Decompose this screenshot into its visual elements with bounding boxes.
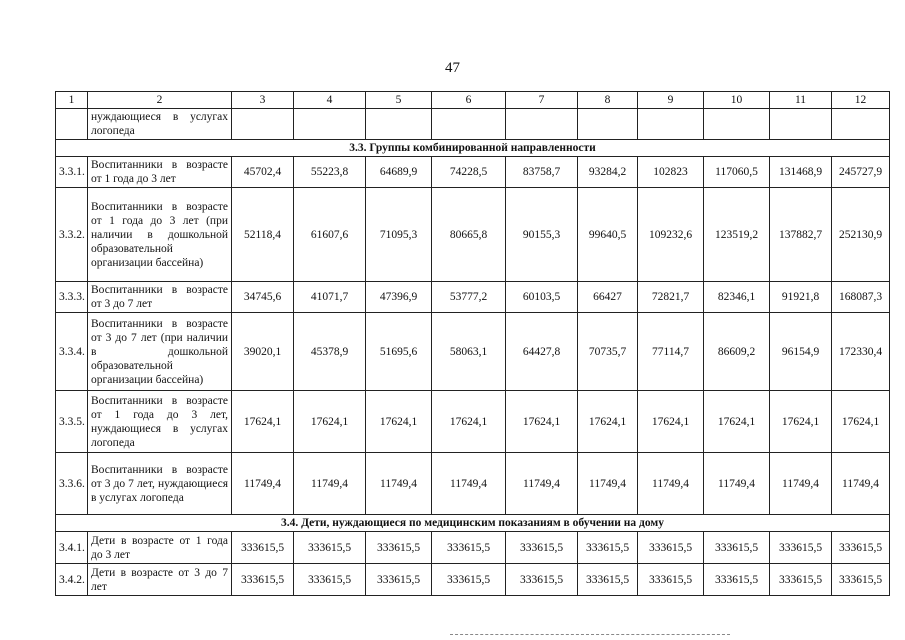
row-value: 11749,4 xyxy=(506,453,578,515)
row-value: 109232,6 xyxy=(638,188,704,282)
column-header-row xyxy=(56,92,890,109)
row-value: 117060,5 xyxy=(704,157,770,188)
row-value: 72821,7 xyxy=(638,282,704,313)
row-value: 333615,5 xyxy=(704,564,770,596)
page-number: 47 xyxy=(445,60,460,76)
row-value: 172330,4 xyxy=(832,313,890,391)
row-value: 333615,5 xyxy=(578,564,638,596)
column-header: 1 xyxy=(56,92,88,109)
section-header-row xyxy=(56,140,890,157)
row-value: 17624,1 xyxy=(294,391,366,453)
table-row xyxy=(56,109,890,140)
column-header: 4 xyxy=(294,92,366,109)
row-value: 96154,9 xyxy=(770,313,832,391)
row-value: 245727,9 xyxy=(832,157,890,188)
row-value: 64427,8 xyxy=(506,313,578,391)
row-value: 83758,7 xyxy=(506,157,578,188)
column-header: 6 xyxy=(432,92,506,109)
row-value: 252130,9 xyxy=(832,188,890,282)
row-value: 333615,5 xyxy=(832,564,890,596)
row-value: 11749,4 xyxy=(770,453,832,515)
row-code: 3.4.2. xyxy=(56,564,88,596)
row-value: 17624,1 xyxy=(366,391,432,453)
column-header: 2 xyxy=(88,92,232,109)
row-value xyxy=(366,109,432,140)
column-header: 11 xyxy=(770,92,832,109)
table-row xyxy=(56,564,890,596)
row-value: 11749,4 xyxy=(294,453,366,515)
row-value: 11749,4 xyxy=(704,453,770,515)
row-value: 61607,6 xyxy=(294,188,366,282)
row-value xyxy=(232,109,294,140)
row-value: 64689,9 xyxy=(366,157,432,188)
row-value: 53777,2 xyxy=(432,282,506,313)
row-value: 17624,1 xyxy=(506,391,578,453)
row-code xyxy=(56,109,88,140)
row-value: 52118,4 xyxy=(232,188,294,282)
row-value: 102823 xyxy=(638,157,704,188)
row-value: 17624,1 xyxy=(432,391,506,453)
table-row xyxy=(56,313,890,391)
row-name: Дети в возрасте от 3 до 7 лет xyxy=(88,564,232,596)
row-value: 11749,4 xyxy=(366,453,432,515)
row-name: Воспитанники в возрасте от 1 года до 3 лет (при наличии в дошкольной образовательной организации бассейна) xyxy=(88,188,232,282)
row-value: 131468,9 xyxy=(770,157,832,188)
section-title: 3.4. Дети, нуждающиеся по медицинским показаниям в обучении на дому xyxy=(56,515,890,532)
table-row xyxy=(56,282,890,313)
row-value: 17624,1 xyxy=(770,391,832,453)
scan-artifact-line xyxy=(450,634,730,635)
row-value: 58063,1 xyxy=(432,313,506,391)
column-header: 12 xyxy=(832,92,890,109)
row-value: 333615,5 xyxy=(432,564,506,596)
row-value: 51695,6 xyxy=(366,313,432,391)
row-name: нуждающиеся в услугах логопеда xyxy=(88,109,232,140)
row-value: 333615,5 xyxy=(232,532,294,564)
row-value xyxy=(638,109,704,140)
row-value: 77114,7 xyxy=(638,313,704,391)
row-value: 86609,2 xyxy=(704,313,770,391)
row-value: 168087,3 xyxy=(832,282,890,313)
section-header-row xyxy=(56,515,890,532)
column-header: 7 xyxy=(506,92,578,109)
row-code: 3.3.1. xyxy=(56,157,88,188)
row-value: 47396,9 xyxy=(366,282,432,313)
row-value: 41071,7 xyxy=(294,282,366,313)
row-value: 333615,5 xyxy=(704,532,770,564)
table-row xyxy=(56,188,890,282)
row-value: 93284,2 xyxy=(578,157,638,188)
row-value: 45702,4 xyxy=(232,157,294,188)
row-value: 11749,4 xyxy=(832,453,890,515)
row-value xyxy=(294,109,366,140)
row-value: 99640,5 xyxy=(578,188,638,282)
row-value: 333615,5 xyxy=(232,564,294,596)
table-body xyxy=(56,92,890,596)
column-header: 9 xyxy=(638,92,704,109)
row-code: 3.3.2. xyxy=(56,188,88,282)
row-value xyxy=(506,109,578,140)
row-value: 55223,8 xyxy=(294,157,366,188)
table-row xyxy=(56,532,890,564)
row-value: 71095,3 xyxy=(366,188,432,282)
row-name: Воспитанники в возрасте от 3 до 7 лет (при наличии в дошкольной образовательной организации бассейна) xyxy=(88,313,232,391)
row-value: 17624,1 xyxy=(704,391,770,453)
row-value: 60103,5 xyxy=(506,282,578,313)
row-code: 3.3.5. xyxy=(56,391,88,453)
row-value: 333615,5 xyxy=(638,532,704,564)
column-header: 5 xyxy=(366,92,432,109)
row-value xyxy=(432,109,506,140)
row-name: Воспитанники в возрасте от 1 года до 3 лет, нуждающиеся в услугах логопеда xyxy=(88,391,232,453)
row-value: 91921,8 xyxy=(770,282,832,313)
row-code: 3.3.3. xyxy=(56,282,88,313)
row-value: 333615,5 xyxy=(638,564,704,596)
row-value: 17624,1 xyxy=(578,391,638,453)
column-header: 10 xyxy=(704,92,770,109)
row-value: 34745,6 xyxy=(232,282,294,313)
row-value xyxy=(704,109,770,140)
row-value: 17624,1 xyxy=(638,391,704,453)
row-value: 333615,5 xyxy=(294,532,366,564)
row-value: 11749,4 xyxy=(638,453,704,515)
row-name: Воспитанники в возрасте от 3 до 7 лет xyxy=(88,282,232,313)
row-value: 11749,4 xyxy=(578,453,638,515)
row-value: 39020,1 xyxy=(232,313,294,391)
row-value xyxy=(832,109,890,140)
table-row xyxy=(56,453,890,515)
row-value: 137882,7 xyxy=(770,188,832,282)
row-code: 3.3.6. xyxy=(56,453,88,515)
row-value: 90155,3 xyxy=(506,188,578,282)
row-value xyxy=(770,109,832,140)
row-value: 333615,5 xyxy=(366,532,432,564)
row-value: 74228,5 xyxy=(432,157,506,188)
row-value: 45378,9 xyxy=(294,313,366,391)
row-value: 17624,1 xyxy=(832,391,890,453)
row-value: 82346,1 xyxy=(704,282,770,313)
row-value: 70735,7 xyxy=(578,313,638,391)
row-name: Воспитанники в возрасте от 3 до 7 лет, нуждающиеся в услугах логопеда xyxy=(88,453,232,515)
column-header: 3 xyxy=(232,92,294,109)
row-value: 333615,5 xyxy=(770,564,832,596)
row-value: 333615,5 xyxy=(770,532,832,564)
row-value: 333615,5 xyxy=(832,532,890,564)
row-value: 66427 xyxy=(578,282,638,313)
row-name: Дети в возрасте от 1 года до 3 лет xyxy=(88,532,232,564)
row-value: 333615,5 xyxy=(366,564,432,596)
row-code: 3.3.4. xyxy=(56,313,88,391)
row-value: 333615,5 xyxy=(506,532,578,564)
tariff-table xyxy=(55,91,890,596)
row-value: 333615,5 xyxy=(294,564,366,596)
row-value: 333615,5 xyxy=(578,532,638,564)
row-name: Воспитанники в возрасте от 1 года до 3 лет xyxy=(88,157,232,188)
row-value xyxy=(578,109,638,140)
row-value: 333615,5 xyxy=(432,532,506,564)
section-title: 3.3. Группы комбинированной направленности xyxy=(56,140,890,157)
row-value: 80665,8 xyxy=(432,188,506,282)
table-row xyxy=(56,391,890,453)
row-code: 3.4.1. xyxy=(56,532,88,564)
row-value: 333615,5 xyxy=(506,564,578,596)
table-row xyxy=(56,157,890,188)
row-value: 123519,2 xyxy=(704,188,770,282)
row-value: 11749,4 xyxy=(432,453,506,515)
row-value: 11749,4 xyxy=(232,453,294,515)
row-value: 17624,1 xyxy=(232,391,294,453)
column-header: 8 xyxy=(578,92,638,109)
